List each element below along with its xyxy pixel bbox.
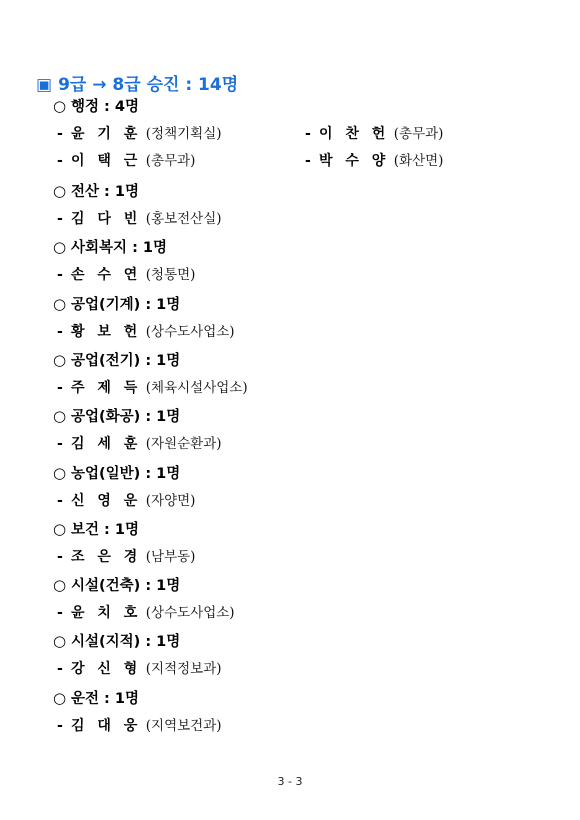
title-text: 9급 → 8급 승진 : 14명 — [58, 75, 239, 95]
promotee-name: 윤 기 훈 — [71, 126, 142, 142]
promotee-name: 이 택 근 — [71, 153, 142, 169]
promotee-department: (자양면) — [145, 493, 196, 509]
section-heading-text: 농업(일반) : 1명 — [71, 466, 181, 482]
circle-bullet-icon: ○ — [53, 689, 67, 707]
dash-bullet-icon: - — [57, 380, 63, 396]
promotee-entry — [57, 545, 195, 566]
dash-bullet-icon: - — [57, 549, 63, 565]
promotee-name: 이 찬 헌 — [319, 126, 390, 142]
circle-bullet-icon: ○ — [53, 407, 67, 425]
dash-bullet-icon: - — [57, 126, 63, 142]
entry-row — [0, 263, 580, 285]
page-title — [36, 70, 238, 95]
entry-row — [0, 601, 580, 623]
dash-bullet-icon: - — [57, 493, 63, 509]
promotee-entry — [57, 149, 195, 170]
promotee-name: 황 보 헌 — [71, 324, 142, 340]
promotee-name: 주 제 득 — [71, 380, 142, 396]
promotee-department: (총무과) — [145, 153, 196, 169]
entry-row — [0, 376, 580, 398]
dash-bullet-icon: - — [305, 153, 311, 169]
section-heading-text: 시설(건축) : 1명 — [71, 578, 181, 594]
section-heading-text: 공업(기계) : 1명 — [71, 297, 181, 313]
circle-bullet-icon: ○ — [53, 295, 67, 313]
dash-bullet-icon: - — [57, 605, 63, 621]
promotee-entry — [305, 122, 443, 143]
entry-row — [0, 149, 580, 171]
dash-bullet-icon: - — [57, 211, 63, 227]
section-heading — [53, 180, 139, 201]
section-heading-text: 공업(화공) : 1명 — [71, 409, 181, 425]
circle-bullet-icon: ○ — [53, 632, 67, 650]
promotee-department: (남부동) — [145, 549, 196, 565]
promotee-department: (지역보건과) — [145, 718, 222, 734]
promotee-name: 박 수 양 — [319, 153, 390, 169]
section-heading — [53, 405, 180, 426]
section-heading — [53, 574, 180, 595]
section-heading-text: 시설(지적) : 1명 — [71, 634, 181, 650]
entry-row — [0, 432, 580, 454]
circle-bullet-icon: ○ — [53, 464, 67, 482]
promotee-department: (화산면) — [393, 153, 444, 169]
promotee-department: (자원순환과) — [145, 436, 222, 452]
promotee-name: 조 은 경 — [71, 549, 142, 565]
entry-row — [0, 207, 580, 229]
promotee-entry — [57, 207, 222, 228]
circle-bullet-icon: ○ — [53, 520, 67, 538]
entry-row — [0, 489, 580, 511]
page-number: 3 - 3 — [277, 775, 303, 788]
section-heading — [53, 236, 167, 257]
section-heading-text: 운전 : 1명 — [71, 691, 140, 707]
promotee-name: 손 수 연 — [71, 267, 142, 283]
section-heading — [53, 687, 139, 708]
dash-bullet-icon: - — [57, 718, 63, 734]
promotee-department: (지적정보과) — [145, 661, 222, 677]
section-heading — [53, 349, 180, 370]
circle-bullet-icon: ○ — [53, 238, 67, 256]
section-heading — [53, 293, 180, 314]
section-heading-text: 보건 : 1명 — [71, 522, 140, 538]
square-bullet-icon: ▣ — [36, 75, 53, 95]
section-heading — [53, 630, 180, 651]
promotee-entry — [57, 263, 195, 284]
promotee-name: 윤 치 호 — [71, 605, 142, 621]
promotee-department: (상수도사업소) — [145, 605, 235, 621]
promotee-entry — [57, 714, 222, 735]
promotee-name: 김 대 웅 — [71, 718, 142, 734]
circle-bullet-icon: ○ — [53, 576, 67, 594]
section-heading — [53, 462, 180, 483]
entry-row — [0, 714, 580, 736]
promotee-entry — [57, 320, 235, 341]
promotee-name: 김 세 훈 — [71, 436, 142, 452]
section-heading — [53, 518, 139, 539]
dash-bullet-icon: - — [57, 267, 63, 283]
promotee-department: (홍보전산실) — [145, 211, 222, 227]
section-heading-text: 공업(전기) : 1명 — [71, 353, 181, 369]
promotee-entry — [57, 657, 222, 678]
dash-bullet-icon: - — [57, 661, 63, 677]
promotee-department: (총무과) — [393, 126, 444, 142]
circle-bullet-icon: ○ — [53, 351, 67, 369]
section-heading — [53, 95, 139, 116]
promotee-entry — [57, 122, 222, 143]
dash-bullet-icon: - — [305, 126, 311, 142]
entry-row — [0, 545, 580, 567]
section-heading-text: 사회복지 : 1명 — [71, 240, 168, 256]
circle-bullet-icon: ○ — [53, 182, 67, 200]
promotee-entry — [305, 149, 443, 170]
promotee-entry — [57, 376, 248, 397]
promotee-name: 김 다 빈 — [71, 211, 142, 227]
entry-row — [0, 657, 580, 679]
promotee-department: (상수도사업소) — [145, 324, 235, 340]
entry-row — [0, 320, 580, 342]
promotee-entry — [57, 432, 222, 453]
section-heading-text: 행정 : 4명 — [71, 99, 140, 115]
promotee-name: 강 신 형 — [71, 661, 142, 677]
dash-bullet-icon: - — [57, 153, 63, 169]
circle-bullet-icon: ○ — [53, 97, 67, 115]
promotee-name: 신 영 운 — [71, 493, 142, 509]
promotee-entry — [57, 601, 235, 622]
section-heading-text: 전산 : 1명 — [71, 184, 140, 200]
entry-row — [0, 122, 580, 144]
promotee-department: (정책기획실) — [145, 126, 222, 142]
dash-bullet-icon: - — [57, 436, 63, 452]
promotee-department: (청통면) — [145, 267, 196, 283]
dash-bullet-icon: - — [57, 324, 63, 340]
promotee-department: (체육시설사업소) — [145, 380, 248, 396]
promotee-entry — [57, 489, 195, 510]
